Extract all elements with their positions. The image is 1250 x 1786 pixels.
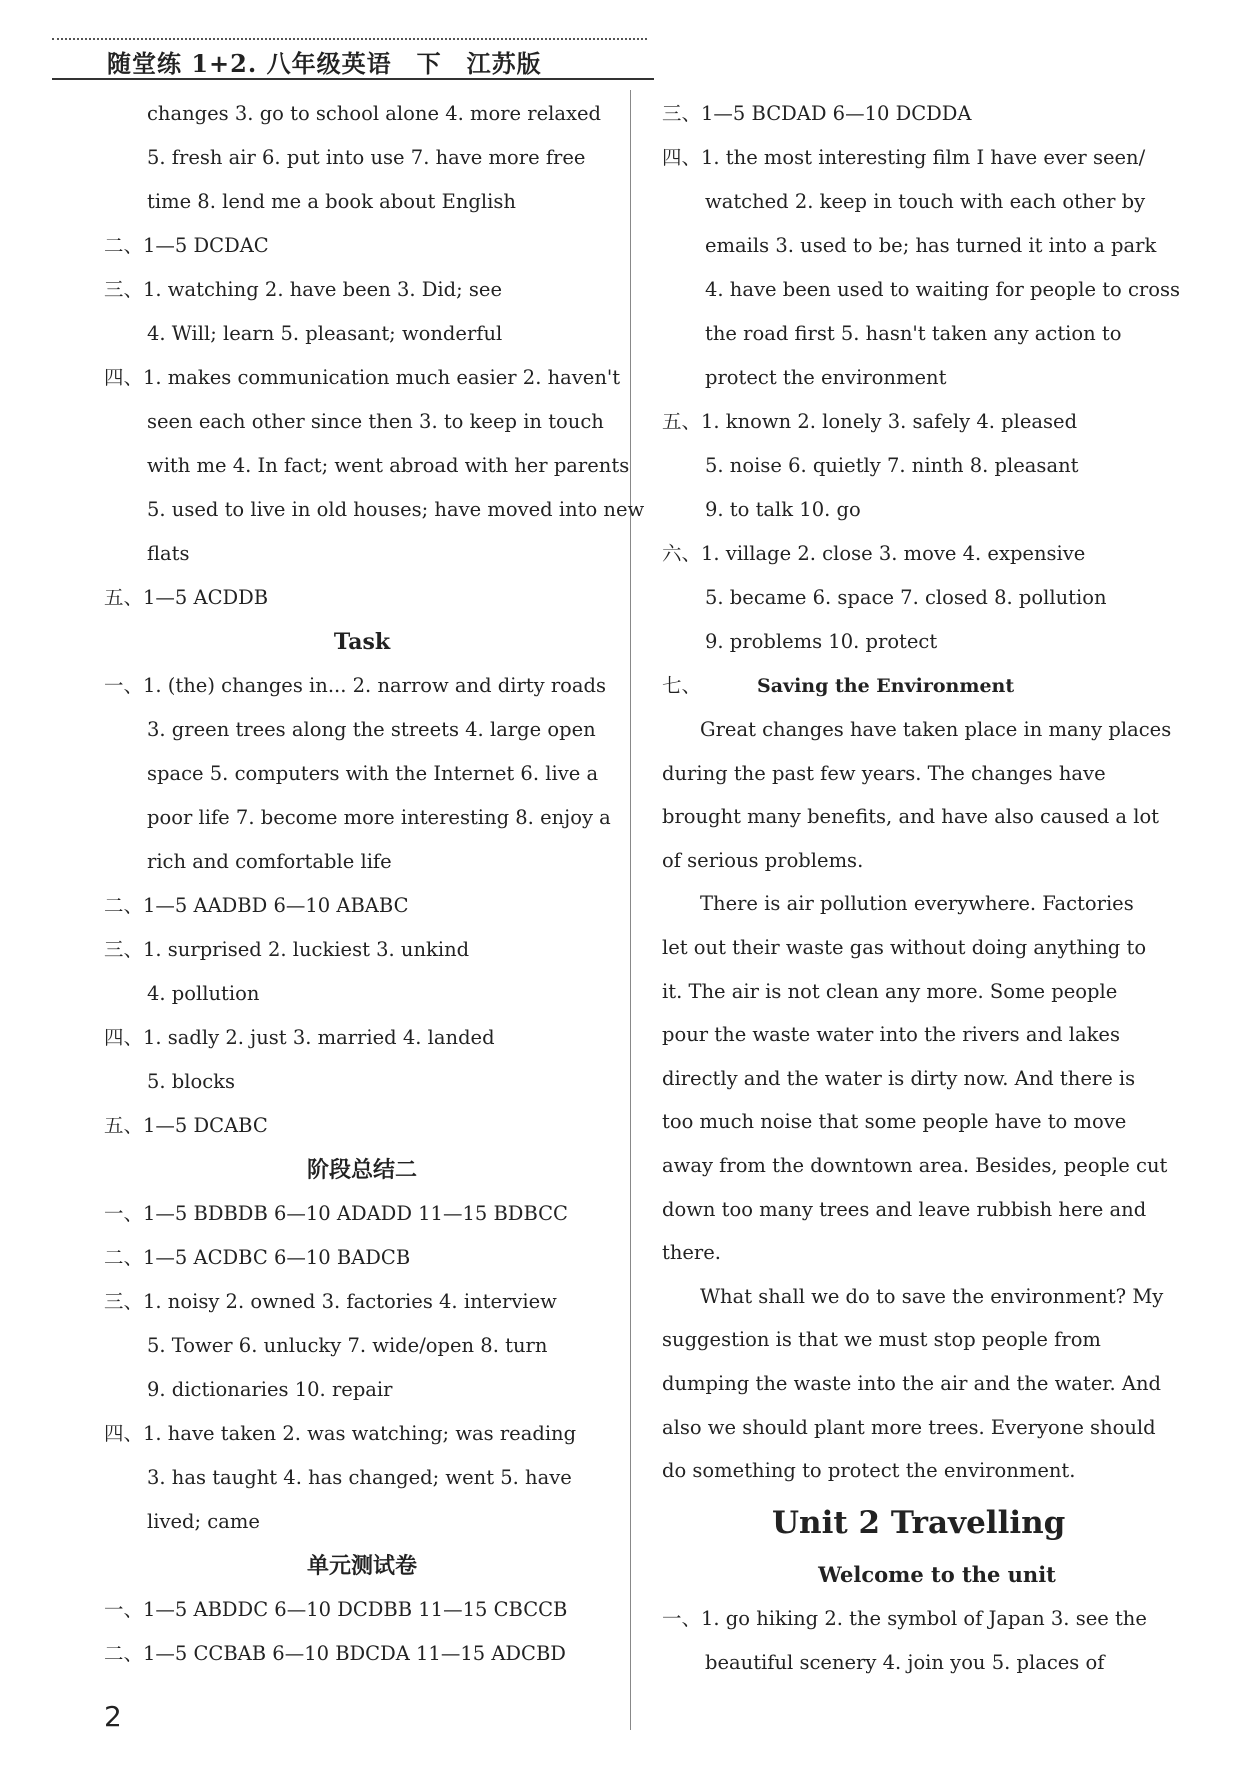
essay-line: Great changes have taken place in many places <box>700 718 1172 741</box>
essay-line: there. <box>662 1241 721 1265</box>
answer-line: 三、1. noisy 2. owned 3. factories 4. interview <box>104 1290 557 1313</box>
answer-line: 五、1—5 DCABC <box>104 1114 268 1137</box>
answer-line: watched 2. keep in touch with each other by <box>705 190 1146 213</box>
answer-line: the road first 5. hasn't taken any action to <box>705 322 1122 345</box>
answer-line: seen each other since then 3. to keep in touch <box>147 410 604 433</box>
answer-line: 四、1. the most interesting film I have ever seen/ <box>662 146 1146 169</box>
answer-line: beautiful scenery 4. join you 5. places of <box>705 1650 1105 1674</box>
answer-line: 四、1. makes communication much easier 2. haven't <box>104 366 621 389</box>
unit-title: Unit 2 Travelling <box>772 1504 1066 1541</box>
answer-line: 五、1. known 2. lonely 3. safely 4. pleased <box>662 410 1078 433</box>
essay-line: away from the downtown area. Besides, people cut <box>662 1153 1168 1177</box>
answer-line: 9. to talk 10. go <box>705 498 861 521</box>
right-column <box>662 92 1180 1685</box>
answer-line: 四、1. sadly 2. just 3. married 4. landed <box>104 1026 495 1049</box>
answer-line: 六、1. village 2. close 3. move 4. expensive <box>662 542 1086 565</box>
essay-line: too much noise that some people have to move <box>662 1110 1127 1134</box>
answer-line: protect the environment <box>705 366 947 389</box>
left-column <box>104 92 645 1676</box>
answer-line: 4. Will; learn 5. pleasant; wonderful <box>147 322 503 345</box>
answer-line: 3. green trees along the streets 4. large open <box>147 718 596 741</box>
answer-line: 一、1—5 ABDDC 6—10 DCDBB 11—15 CBCCB <box>104 1598 568 1621</box>
essay-line: it. The air is not clean any more. Some people <box>662 979 1118 1003</box>
answer-line: 3. has taught 4. has changed; went 5. have <box>147 1466 572 1489</box>
answer-line: 9. dictionaries 10. repair <box>147 1378 393 1401</box>
essay-line: directly and the water is dirty now. And there is <box>662 1066 1136 1090</box>
essay-line: dumping the waste into the air and the water. And <box>662 1371 1162 1395</box>
essay-title: Saving the Environment <box>757 675 1015 697</box>
page-number: 2 <box>104 1700 122 1733</box>
section-label: 七、 <box>662 674 702 697</box>
answer-line: 5. became 6. space 7. closed 8. pollution <box>705 586 1107 609</box>
essay-line: What shall we do to save the environment? My <box>700 1284 1164 1308</box>
essay-line: brought many benefits, and have also caused a lot <box>662 805 1160 829</box>
answer-line: space 5. computers with the Internet 6. live a <box>147 762 599 785</box>
essay-line: There is air pollution everywhere. Factories <box>700 892 1134 916</box>
section-heading: 单元测试卷 <box>306 1553 417 1579</box>
answer-line: 4. pollution <box>147 982 260 1005</box>
answer-line: 三、1—5 BCDAD 6—10 DCDDA <box>662 102 972 125</box>
answer-line: changes 3. go to school alone 4. more relaxed <box>147 102 602 125</box>
answer-line: 二、1—5 DCDAC <box>104 234 269 257</box>
essay-line: during the past few years. The changes have <box>662 761 1106 785</box>
answer-line: 三、1. surprised 2. luckiest 3. unkind <box>104 938 470 961</box>
column-divider <box>630 90 631 1730</box>
essay-line: let out their waste gas without doing anything to <box>662 935 1147 959</box>
answer-line: with me 4. In fact; went abroad with her parents <box>147 454 630 477</box>
answer-line: 四、1. have taken 2. was watching; was reading <box>104 1422 577 1445</box>
answer-line: 5. fresh air 6. put into use 7. have more free <box>147 146 586 169</box>
answer-line: flats <box>147 542 190 565</box>
answer-line: rich and comfortable life <box>147 850 392 873</box>
essay-line: do something to protect the environment. <box>662 1459 1076 1483</box>
essay-body <box>662 708 1172 1493</box>
essay-header <box>662 664 1172 708</box>
answer-line: 一、1—5 BDBDB 6—10 ADADD 11—15 BDBCC <box>104 1202 568 1225</box>
essay-line: suggestion is that we must stop people from <box>662 1328 1101 1352</box>
answer-line: 三、1. watching 2. have been 3. Did; see <box>104 278 502 301</box>
answer-line: poor life 7. become more interesting 8. enjoy a <box>147 806 611 829</box>
answer-line: 5. used to live in old houses; have moved into new <box>147 498 645 521</box>
unit-subtitle: Welcome to the unit <box>818 1561 1056 1587</box>
answer-line: 5. blocks <box>147 1070 236 1093</box>
answer-line: 五、1—5 ACDDB <box>104 586 269 609</box>
answer-line: 5. noise 6. quietly 7. ninth 8. pleasant <box>705 454 1079 477</box>
answer-line: time 8. lend me a book about English <box>147 190 516 213</box>
answer-line: lived; came <box>147 1510 260 1533</box>
answer-line: emails 3. used to be; has turned it into a park <box>705 234 1157 257</box>
answer-line: 二、1—5 CCBAB 6—10 BDCDA 11—15 ADCBD <box>104 1642 566 1665</box>
section-heading: 阶段总结二 <box>306 1157 417 1183</box>
essay-line: pour the waste water into the rivers and lakes <box>662 1023 1120 1047</box>
essay-line: of serious problems. <box>662 848 864 872</box>
essay-line: also we should plant more trees. Everyone should <box>662 1415 1156 1439</box>
answer-line: 9. problems 10. protect <box>705 630 938 653</box>
header-title: 随堂练 1+2. 八年级英语 下 江苏版 <box>107 49 542 78</box>
answer-line: 二、1—5 AADBD 6—10 ABABC <box>104 894 409 917</box>
answer-line: 一、1. go hiking 2. the symbol of Japan 3. see the <box>662 1606 1147 1630</box>
header-dotted-rule <box>52 38 647 40</box>
section-heading: Task <box>333 629 391 655</box>
header-rule <box>52 78 654 80</box>
answer-line: 4. have been used to waiting for people to cross <box>705 278 1180 301</box>
page-header <box>52 30 654 80</box>
answer-line: 5. Tower 6. unlucky 7. wide/open 8. turn <box>147 1334 548 1357</box>
answer-line: 二、1—5 ACDBC 6—10 BADCB <box>104 1246 411 1269</box>
answer-line: 一、1. (the) changes in... 2. narrow and dirty roads <box>104 674 607 697</box>
essay-line: down too many trees and leave rubbish here and <box>662 1197 1147 1221</box>
